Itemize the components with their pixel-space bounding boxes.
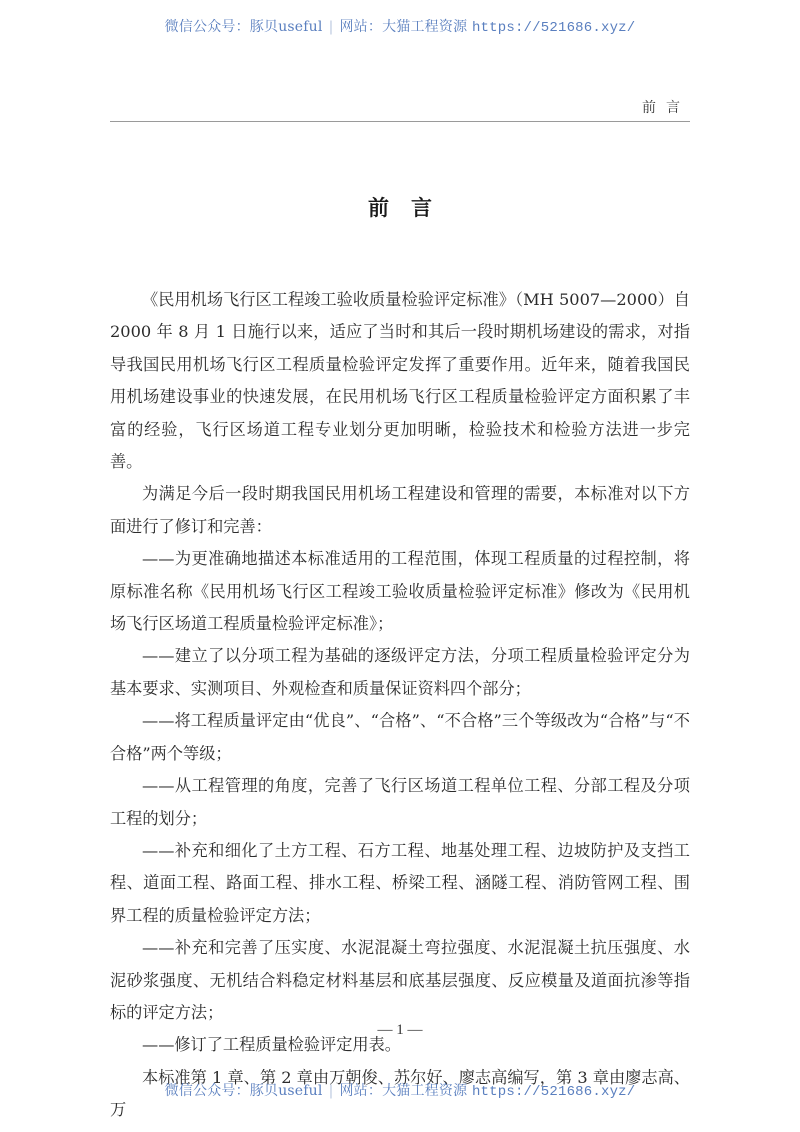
watermark-url: https://521686.xyz/ bbox=[471, 1084, 636, 1100]
list-item-project-division: ——从工程管理的角度，完善了飞行区场道工程单位工程、分部工程及分项工程的划分； bbox=[110, 776, 690, 828]
document-body bbox=[110, 284, 690, 1127]
watermark-wechat-text: 微信公众号：豚贝useful bbox=[164, 19, 323, 35]
watermark-bottom bbox=[0, 1080, 800, 1100]
page-number: — 1 — bbox=[377, 1022, 423, 1038]
list-item-evaluation-methods: ——补充和细化了土方工程、石方工程、地基处理工程、边坡防护及支挡工程、道面工程、路面工程、排水工程、桥梁工程、涵隧工程、消防管网工程、围界工程的质量检验评定方法； bbox=[110, 840, 690, 925]
page-title: 前言 bbox=[368, 195, 454, 220]
header-divider bbox=[110, 121, 690, 122]
paragraph-intro: 《民用机场飞行区工程竣工验收质量检验评定标准》（MH 5007—2000）自 2000 年 8 月 1 日施行以来，适应了当时和其后一段时期机场建设的需求，对指导我国民用机场飞行区工程质量检验评定发挥了重要作用。近年来，随着我国民用机场建设事业的快速发展，在民用机场飞行区工程质量检验评定方面积累了丰富的经验，飞行区场道工程专业划分更加明晰，检验技术和检验方法进一步完善。 bbox=[110, 290, 690, 472]
watermark-top bbox=[0, 16, 800, 36]
watermark-site-label: 网站：大猫工程资源 bbox=[339, 19, 468, 35]
list-item-indicator-methods: ——补充和完善了压实度、水泥混凝土弯拉强度、水泥混凝土抗压强度、水泥砂浆强度、无机结合料稳定材料基层和底基层强度、反应模量及道面抗渗等指标的评定方法； bbox=[110, 938, 690, 1022]
list-item-quality-grades: ——将工程质量评定由“优良”、“合格”、“不合格”三个等级改为“合格”与“不合格”两个等级； bbox=[110, 711, 690, 763]
list-item-rename: ——为更准确地描述本标准适用的工程范围，体现工程质量的过程控制，将原标准名称《民用机场飞行区工程竣工验收质量检验评定标准》修改为《民用机场飞行区场道工程质量检验评定标准》； bbox=[110, 549, 690, 634]
list-item-forms: ——修订了工程质量检验评定用表。 bbox=[142, 1035, 401, 1055]
paragraph-authors: 本标准第 1 章、第 2 章由万朝俊、苏尔好、廖志高编写，第 3 章由廖志高、万 bbox=[110, 1067, 690, 1120]
watermark-url: https://521686.xyz/ bbox=[471, 20, 636, 36]
watermark-site-label: 网站：大猫工程资源 bbox=[339, 1083, 468, 1099]
watermark-separator: | bbox=[328, 19, 334, 35]
paragraph-revision-summary: 为满足今后一段时期我国民用机场工程建设和管理的需要，本标准对以下方面进行了修订和完善： bbox=[110, 484, 690, 536]
list-item-graded-evaluation: ——建立了以分项工程为基础的逐级评定方法，分项工程质量检验评定分为基本要求、实测项目、外观检查和质量保证资料四个部分； bbox=[110, 646, 690, 698]
running-header: 前言 bbox=[642, 100, 690, 116]
watermark-wechat-text: 微信公众号：豚贝useful bbox=[164, 1083, 323, 1099]
watermark-separator: | bbox=[328, 1083, 334, 1099]
